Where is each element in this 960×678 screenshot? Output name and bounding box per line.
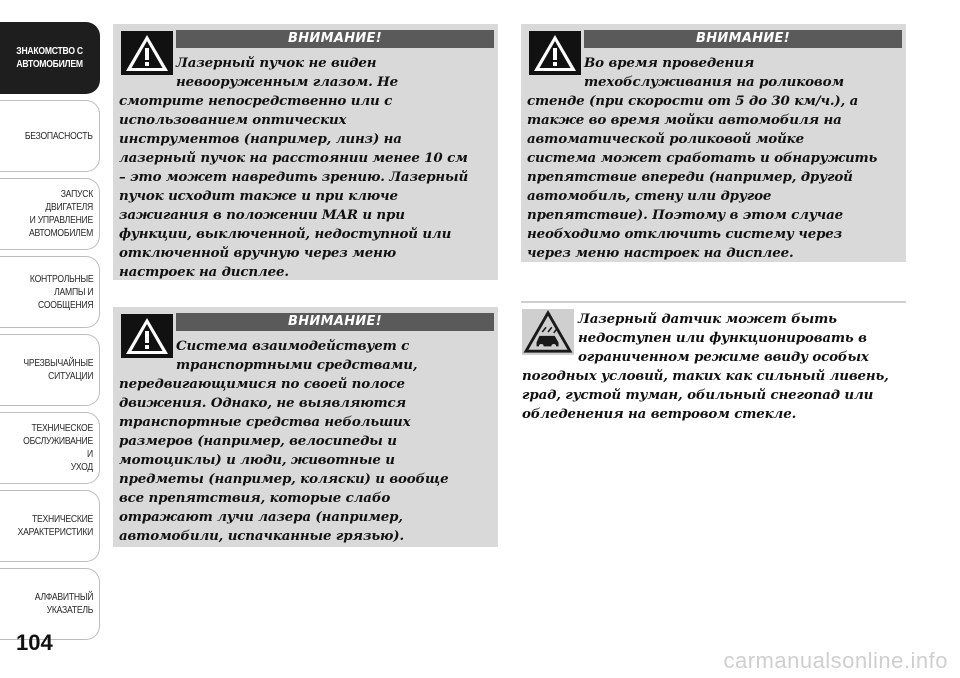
tab-technical-data[interactable] bbox=[0, 490, 100, 562]
tab-label: ЗНАКОМСТВО С АВТОМОБИЛЕМ bbox=[16, 45, 83, 70]
warning-text: передвигающимися по своей полосе движения. Однако, не выявляются транспортные средства небольших размеров (например, велосипеды и мотоциклы) и люди, животные и предметы (например, коляски) и вообще все препятствия, которые слабо отражают лучи лазера (например, автомобили, испачканные грязью). bbox=[119, 376, 449, 544]
note-text-intro: Лазерный датчик может быть недоступен или функционировать в ограниченном режиме ввиду особых bbox=[578, 311, 869, 365]
warning-triangle-icon bbox=[529, 31, 581, 75]
watermark: carmanualsonline.info bbox=[723, 648, 948, 673]
tab-label: КОНТРОЛЬНЫЕ ЛАМПЫ И СООБЩЕНИЯ bbox=[29, 272, 93, 311]
warning-box bbox=[521, 24, 906, 262]
tab-label: АЛФАВИТНЫЙ УКАЗАТЕЛЬ bbox=[34, 591, 93, 616]
section-divider bbox=[521, 301, 906, 303]
warning-text-intro: Лазерный пучок не виден невооруженным глазом. Не bbox=[176, 55, 398, 90]
warning-triangle-icon bbox=[121, 314, 173, 358]
tab-intro[interactable] bbox=[0, 22, 100, 94]
warning-header: ВНИМАНИЕ! bbox=[176, 30, 494, 48]
note-text: погодных условий, таких как сильный ливень, град, густой туман, обильный снегопад или обледенения на ветровом стекле. bbox=[522, 368, 889, 422]
warning-text-intro: Система взаимодействует с транспортными средствами, bbox=[176, 338, 418, 373]
warning-header: ВНИМАНИЕ! bbox=[584, 30, 902, 48]
car-weather-icon bbox=[522, 309, 574, 355]
tab-maintenance[interactable] bbox=[0, 412, 100, 484]
warning-box bbox=[113, 307, 498, 547]
tab-warning-lights[interactable] bbox=[0, 256, 100, 328]
tab-emergencies[interactable] bbox=[0, 334, 100, 406]
page-number: 104 bbox=[16, 630, 53, 655]
warning-text: стенде (при скорости от 5 до 30 км/ч.), а также во время мойки автомобиля на автоматической роликовой мойке система может сработать и обнаружить препятствие впереди (например, другой автомобиль, стену или другое препятствие). Поэтому в этом случае необходимо отключить систему через через меню настроек на дисплее. bbox=[527, 93, 878, 261]
warning-triangle-icon bbox=[121, 31, 173, 75]
tab-label: БЕЗОПАСНОСТЬ bbox=[25, 129, 93, 142]
tab-label: ТЕХНИЧЕСКИЕ ХАРАКТЕРИСТИКИ bbox=[17, 513, 94, 538]
tab-starting-driving[interactable] bbox=[0, 178, 100, 250]
tab-label: ТЕХНИЧЕСКОЕ ОБСЛУЖИВАНИЕ И УХОД bbox=[23, 422, 94, 473]
tab-label: ЧРЕЗВЫЧАЙНЫЕ СИТУАЦИИ bbox=[23, 357, 93, 382]
warning-text: смотрите непосредственно или с использованием оптических инструментов (например, линз) на лазерный пучок на расстоянии менее 10 см – это может навредить зрению. Лазерный пучок исходит также и при ключе зажигания в положении MAR и при функции, выключенной, недоступной или отключенной вручную через меню настроек на дисплее. bbox=[119, 93, 469, 280]
tab-label: ЗАПУСК ДВИГАТЕЛЯ И УПРАВЛЕНИЕ АВТОМОБИЛЕМ bbox=[28, 188, 93, 239]
warning-header: ВНИМАНИЕ! bbox=[176, 313, 494, 331]
warning-box bbox=[113, 24, 498, 280]
warning-text-intro: Во время проведения техобслуживания на роликовом bbox=[584, 55, 844, 90]
tab-safety[interactable] bbox=[0, 100, 100, 172]
